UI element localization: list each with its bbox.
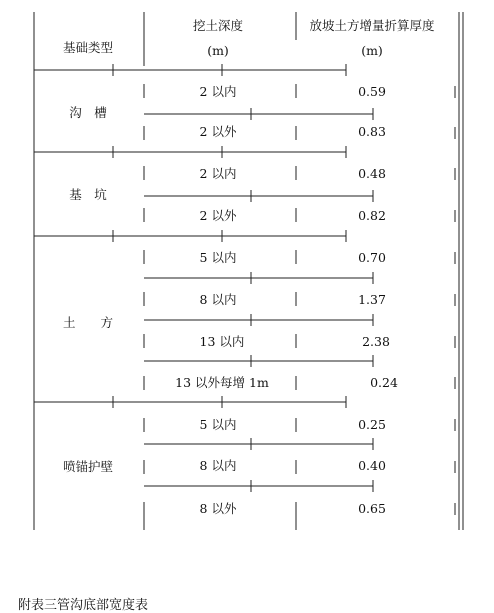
header-col1: 基础类型 — [62, 40, 114, 55]
table-caption: 附表三管沟底部宽度表 — [18, 598, 149, 613]
value-cell: 0.40 — [358, 458, 386, 473]
value-cell: 0.25 — [358, 417, 386, 432]
value-cell: 2.38 — [362, 334, 390, 349]
depth-cell: 2 以内 — [199, 166, 237, 181]
depth-cell: 2 以内 — [199, 84, 237, 99]
depth-cell: 5 以内 — [199, 417, 237, 432]
value-cell: 0.70 — [358, 250, 386, 265]
depth-cell: 8 以内 — [199, 458, 237, 473]
value-cell: 1.37 — [358, 292, 386, 307]
value-cell: 0.59 — [358, 84, 386, 99]
depth-cell: 2 以外 — [199, 124, 237, 139]
value-cell: 0.82 — [358, 208, 386, 223]
header-depth-unit: (m) — [207, 43, 229, 58]
group-type-1: 基 坑 — [69, 187, 107, 202]
header-thickness-unit: (m) — [361, 43, 383, 58]
header-thickness-title: 放坡土方增量折算厚度 — [309, 18, 435, 33]
depth-cell: 2 以外 — [199, 208, 237, 223]
value-cell: 0.65 — [358, 501, 386, 516]
depth-cell: 13 以外每增 1m — [175, 375, 269, 390]
group-type-2: 土 方 — [62, 315, 114, 330]
depth-cell: 8 以外 — [199, 501, 237, 516]
group-type-3: 喷锚护壁 — [62, 459, 114, 474]
value-cell: 0.83 — [358, 124, 386, 139]
depth-cell: 5 以内 — [199, 250, 237, 265]
value-cell: 0.48 — [358, 166, 386, 181]
depth-cell: 8 以内 — [199, 292, 237, 307]
value-cell: 0.24 — [370, 375, 398, 390]
group-type-0: 沟 槽 — [69, 105, 107, 120]
header-depth-title: 挖土深度 — [192, 18, 244, 33]
depth-cell: 13 以内 — [199, 334, 245, 349]
